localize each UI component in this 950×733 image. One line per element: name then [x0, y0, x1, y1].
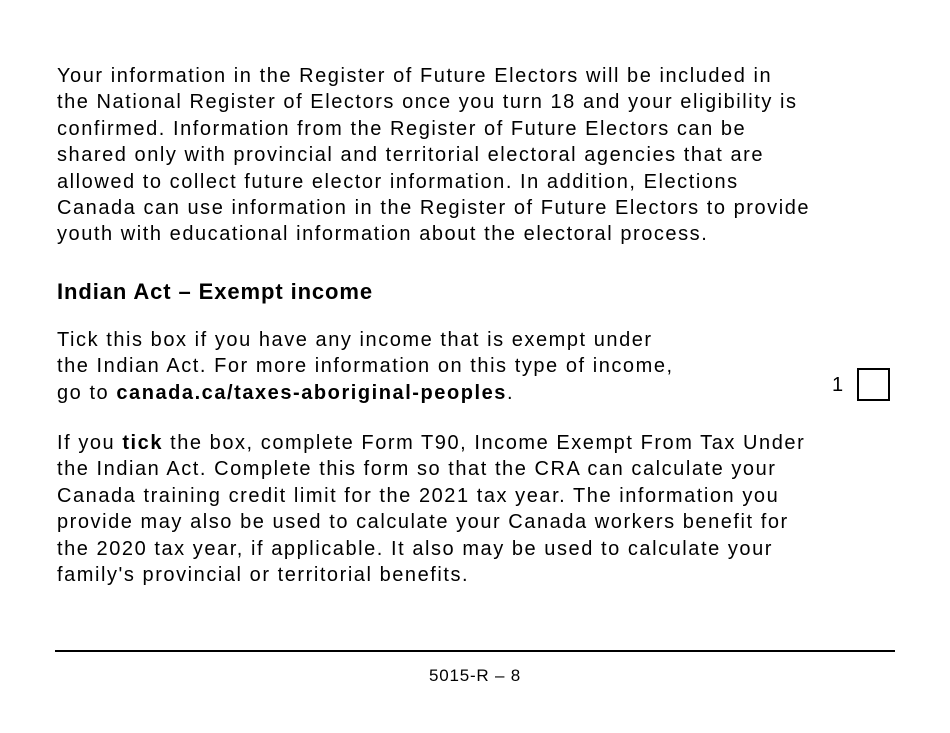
- line-number-label: 1: [832, 374, 844, 396]
- info-link[interactable]: canada.ca/taxes-aboriginal-peoples: [116, 381, 507, 404]
- footer-divider: [55, 650, 895, 652]
- paragraph-line: confirmed. Information from the Register of Future Electors can be: [57, 117, 747, 140]
- intro-text: go to: [57, 381, 117, 404]
- exempt-income-instructions: [57, 327, 674, 406]
- paragraph-line: the National Register of Electors once you turn 18 and your eligibility is: [57, 91, 798, 114]
- page-number: 5015-R – 8: [428, 666, 522, 685]
- paragraph-line: [57, 380, 674, 406]
- paragraph-line: Canada can use information in the Register of Future Electors to provide: [57, 197, 811, 220]
- paragraph-line: [57, 430, 805, 456]
- details-text: If you: [57, 432, 123, 454]
- paragraph-line: allowed to collect future elector information. In addition, Elections: [57, 170, 739, 193]
- paragraph-line: Canada training credit limit for the 2021 tax year. The information you: [57, 484, 780, 507]
- paragraph-line: Your information in the Register of Future Electors will be included in: [57, 65, 773, 87]
- paragraph-line: the Indian Act. Complete this form so that the CRA can calculate your: [57, 458, 777, 481]
- paragraph-line: family's provincial or territorial benefits.: [57, 564, 470, 587]
- paragraph-line: youth with educational information about the electoral process.: [57, 223, 709, 246]
- exempt-income-checkbox[interactable]: [857, 368, 890, 401]
- paragraph-line: the Indian Act. For more information on this type of income,: [57, 355, 674, 378]
- details-text: the box, complete Form T90, Income Exempt From Tax Under: [163, 432, 806, 454]
- emphasis-tick: tick: [122, 432, 163, 454]
- paragraph-line: the 2020 tax year, if applicable. It also may be used to calculate your: [57, 537, 773, 560]
- future-electors-paragraph: [57, 63, 810, 248]
- paragraph-line: provide may also be used to calculate your Canada workers benefit for: [57, 511, 789, 534]
- exempt-income-details: [57, 430, 805, 588]
- paragraph-line: Tick this box if you have any income that is exempt under: [57, 329, 653, 351]
- intro-text: .: [506, 381, 515, 404]
- paragraph-line: shared only with provincial and territorial electoral agencies that are: [57, 144, 765, 167]
- section-heading-indian-act: Indian Act – Exempt income: [57, 279, 373, 304]
